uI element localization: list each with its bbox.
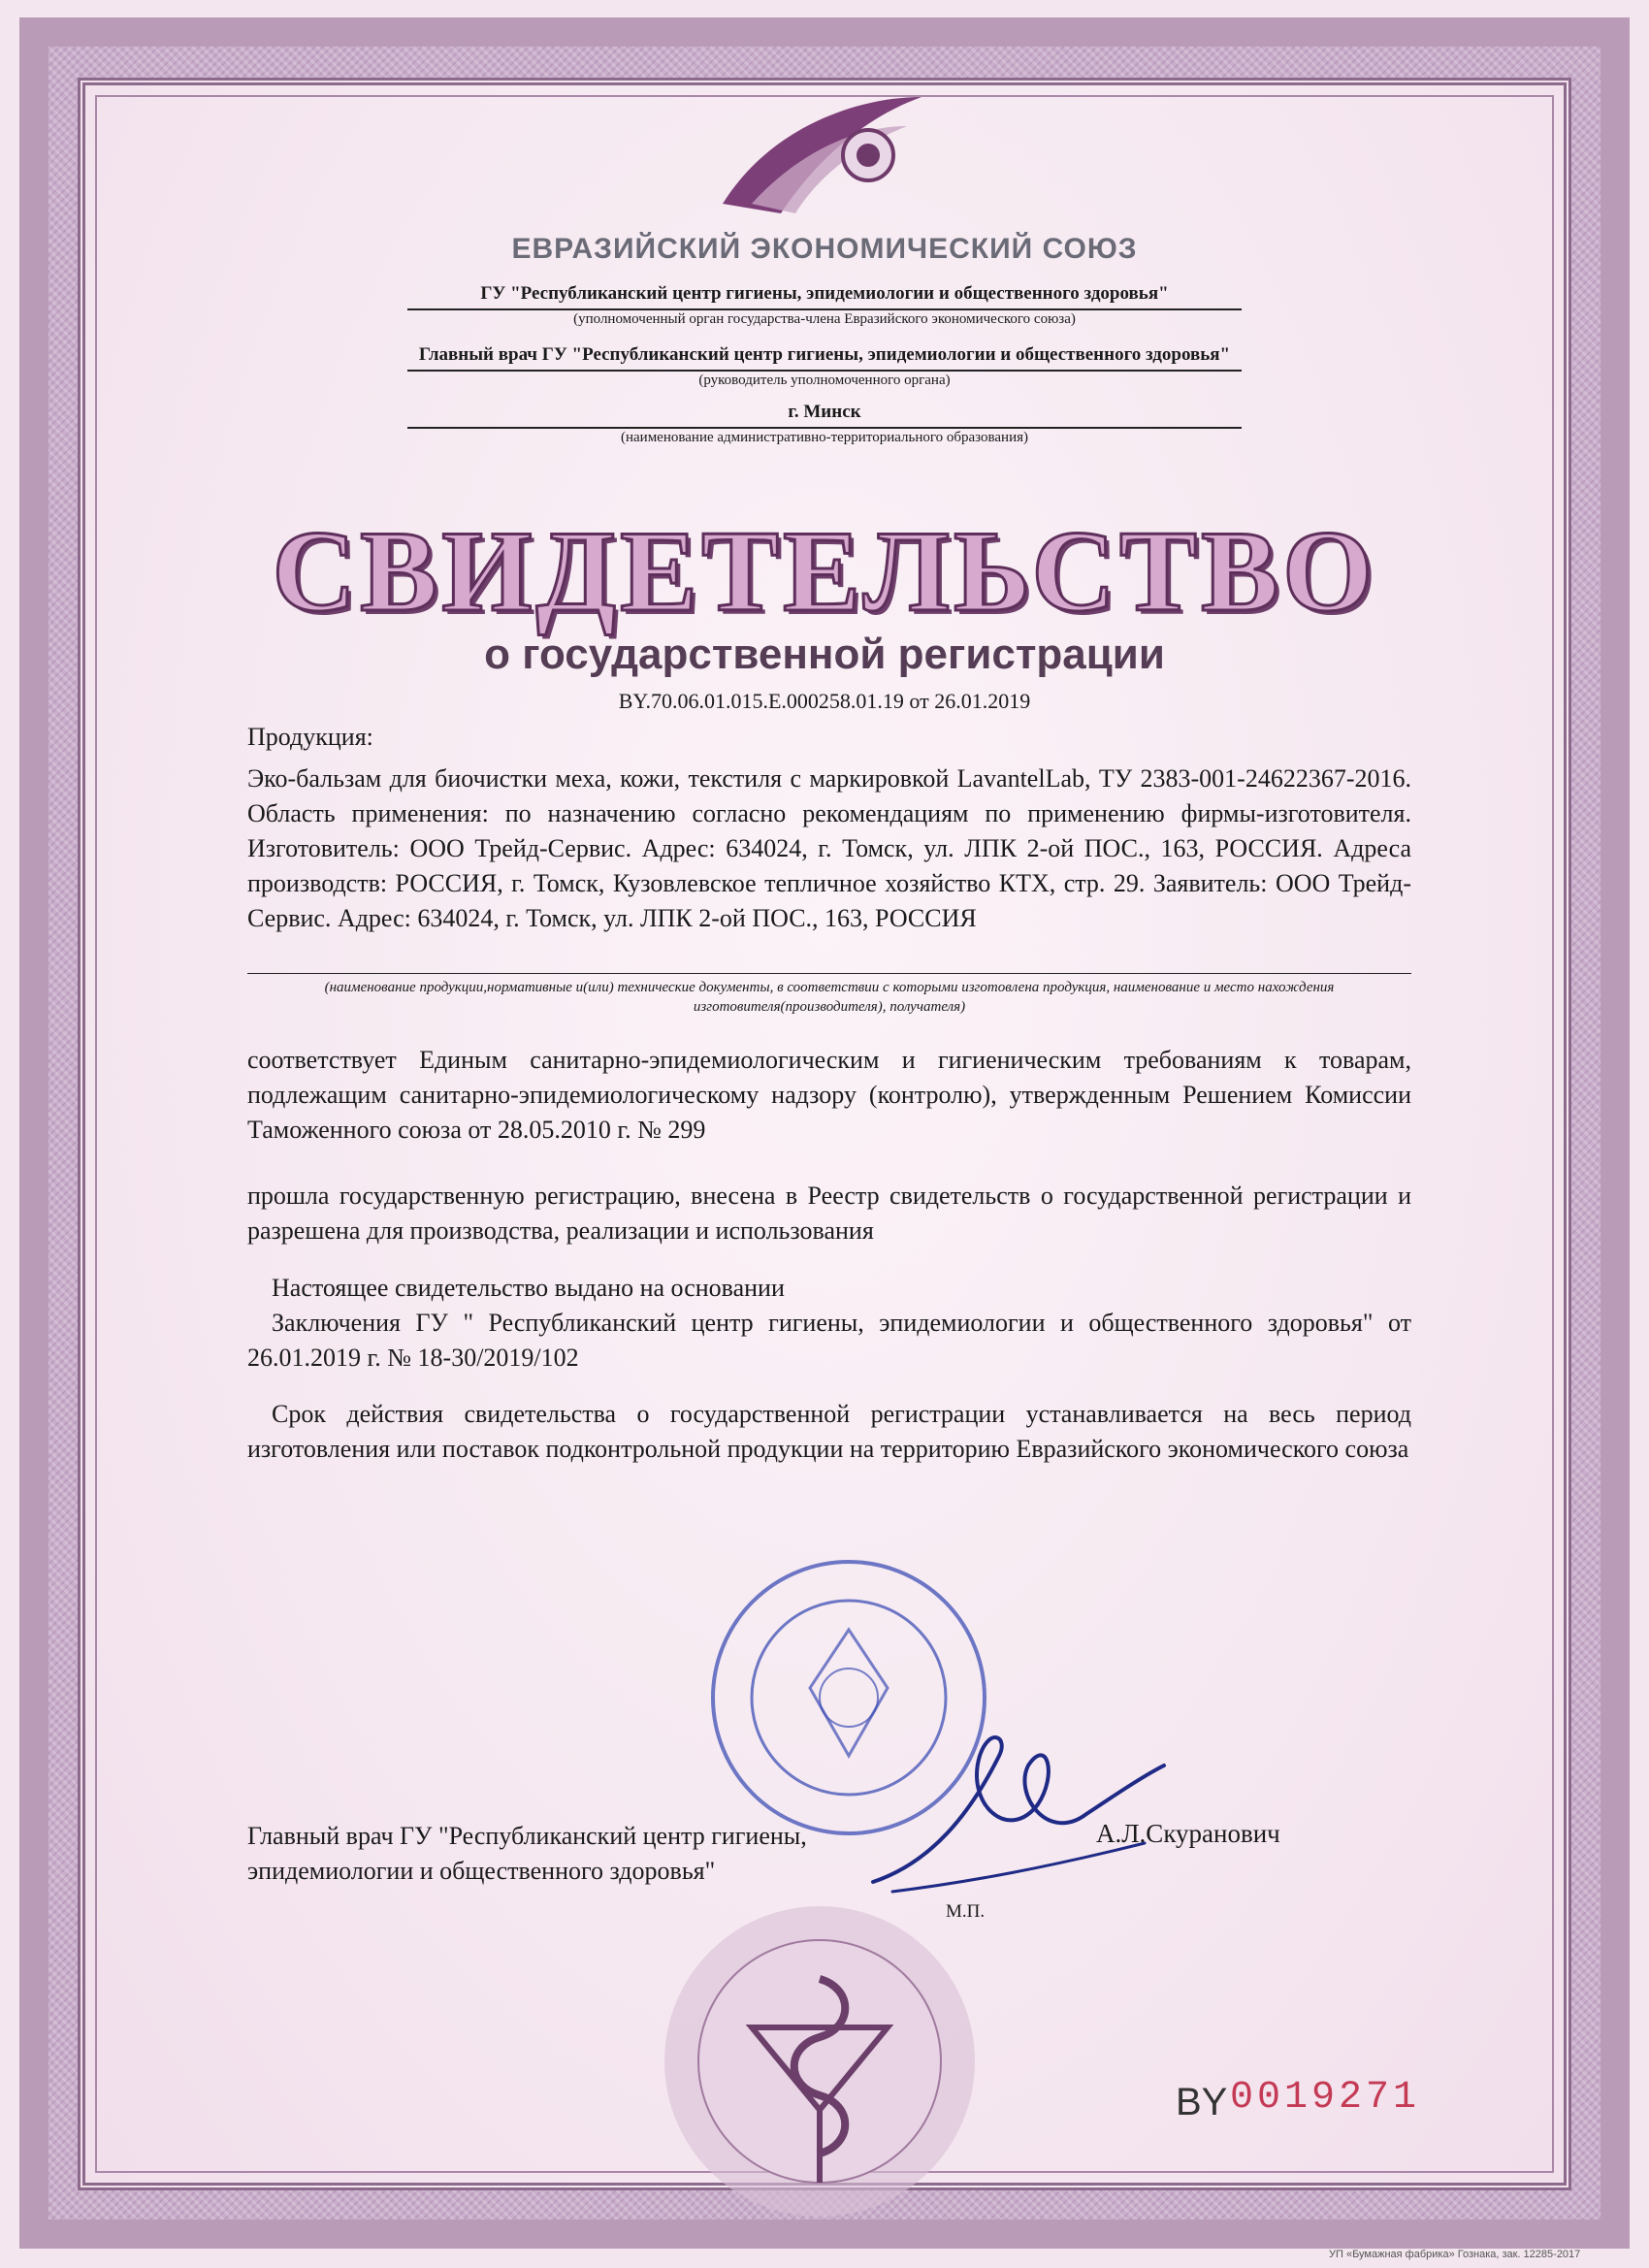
union-title: ЕВРАЗИЙСКИЙ ЭКОНОМИЧЕСКИЙ СОЮЗ bbox=[511, 233, 1138, 265]
signature-icon bbox=[854, 1698, 1174, 1921]
registration-text: прошла государственную регистрацию, внесена в Реестр свидетельств о государственной регистрации и разрешена для производства, реализации и использования bbox=[247, 1182, 1411, 1245]
divider bbox=[247, 973, 1411, 974]
medical-emblem-icon bbox=[660, 1901, 980, 2221]
eaeu-emblem-icon bbox=[713, 58, 936, 223]
compliance-text: соответствует Единым санитарно-эпидемиологическим и гигиеническим требованиям к товарам, подлежащим санитарно-эпидемиологическому надзору (контролю), утвержденным Решением Комиссии Таможенного союза от 28.05.2010 г. № 299 bbox=[247, 1046, 1411, 1144]
authority-caption: (уполномоченный орган государства-члена Евразийского экономического союза) bbox=[573, 311, 1076, 327]
certificate-title: СВИДЕТЕЛЬСТВО bbox=[272, 506, 1377, 635]
divider bbox=[407, 308, 1242, 310]
authority-name: ГУ "Республиканский центр гигиены, эпидемиологии и общественного здоровья" bbox=[480, 283, 1169, 304]
head-of-authority: Главный врач ГУ "Республиканский центр гигиены, эпидемиологии и общественного здоровья" bbox=[418, 344, 1231, 365]
head-caption: (руководитель уполномоченного органа) bbox=[698, 373, 951, 388]
signatory-name: А.Л.Скуранович bbox=[1096, 1819, 1280, 1848]
divider bbox=[407, 370, 1242, 372]
product-caption: (наименование продукции,нормативные и(или) технические документы, в соответствии с которыми изготовлена продукция, наименование и место нахождения изготовителя(производителя), получателя) bbox=[324, 980, 1335, 1015]
product-description: Эко-бальзам для биочистки меха, кожи, текстиля с маркировкой LavantelLab, ТУ 2383-001-24622367-2016. Область применения: по назначению согласно рекомендациям по применению фирмы-изготовителя. Изготовитель: ООО Трейд-Сервис. Адрес: 634024, г. Томск, ул. ЛПК 2-ой ПОС., 163, РОССИЯ. Адреса производств: РОССИЯ, г. Томск, Кузовлевское тепличное хозяйство КТХ, стр. 29. Заявитель: ООО Трейд-Сервис. Адрес: 634024, г. Томск, ул. ЛПК 2-ой ПОС., 163, РОССИЯ bbox=[247, 764, 1411, 932]
conclusion-text: Заключения ГУ " Республиканский центр гигиены, эпидемиологии и общественного здоровья" от 26.01.2019 г. № 18-30/2019/102 bbox=[247, 1309, 1411, 1372]
signatory-position: Главный врач ГУ "Республиканский центр гигиены, эпидемиологии и общественного здоровья" bbox=[247, 1822, 807, 1885]
validity-text: Срок действия свидетельства о государственной регистрации устанавливается на весь период изготовления или поставок подконтрольной продукции на территорию Евразийского экономического союза bbox=[247, 1400, 1411, 1463]
certificate-subtitle: о государственной регистрации bbox=[484, 631, 1165, 678]
basis-text: Настоящее свидетельство выдано на основании bbox=[272, 1274, 785, 1302]
serial-prefix: BY bbox=[1176, 2081, 1228, 2123]
divider bbox=[407, 427, 1242, 429]
product-label: Продукция: bbox=[247, 723, 373, 751]
printer-footer: УП «Бумажная фабрика» Гознака, зак. 12285-2017 bbox=[1329, 2249, 1581, 2260]
stamp-place-label: М.П. bbox=[946, 1901, 986, 1922]
serial-number: 0019271 bbox=[1230, 2076, 1421, 2120]
registration-number: BY.70.06.01.015.E.000258.01.19 от 26.01.2019 bbox=[618, 689, 1031, 713]
city-caption: (наименование административно-территориального образования) bbox=[620, 430, 1029, 445]
city: г. Минск bbox=[788, 402, 861, 422]
